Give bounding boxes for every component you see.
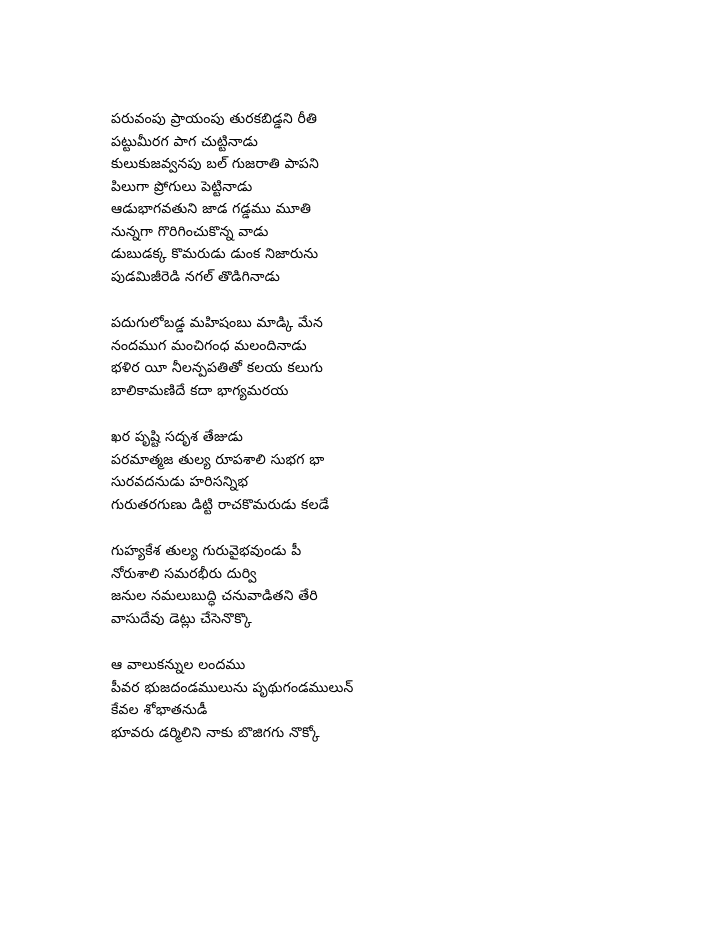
poem-line: సురవదనుడు హరిసన్నిభ: [111, 474, 249, 490]
poem-line: పదుగులోబడ్డ మహిషంబు మాడ్కి మేన: [111, 315, 323, 331]
poem-line: పట్టుమీరగ పాగ చుట్టినాడు: [111, 133, 259, 150]
poem-line: నున్నగా గొరిగించుకొన్న వాడు: [111, 223, 269, 240]
poem-line: వాసుదేవు డెట్లు చేసెనొక్కొ: [111, 610, 252, 627]
poem-line: కులుకుజవ్వనపు బల్ గుజరాతి పాపని: [111, 156, 319, 172]
poem-line: నందముగ మంచిగంధ మలందినాడు: [111, 337, 307, 354]
poem-line: జనుల నమలుబుద్ధి చనువాడితని తేరి: [111, 588, 318, 604]
poem-line: కేవల శోభాతనుడీ: [111, 702, 208, 718]
stanza-1: [111, 108, 671, 288]
poem-line: ఆడుభాగవతుని జాడ గడ్డము మూతి: [111, 201, 312, 217]
poem-line: ఖర పృష్టి సదృశ తేజుడు: [111, 429, 244, 445]
stanza-3: [111, 426, 671, 516]
poem-line: పీవర భుజదండములును పృథుగండములున్: [111, 679, 354, 696]
stanza-4: [111, 540, 671, 630]
poem-line: గుహ్యకేశ తుల్య గురువైభవుండు పీ: [111, 543, 302, 559]
poem-line: పరువంపు ప్రాయంపు తురకబిడ్డని రీతి: [111, 111, 318, 127]
stanza-2: [111, 312, 671, 402]
poem-text: [111, 108, 671, 768]
poem-line: పిలుగా ప్రోగులు పెట్టినాడు: [111, 178, 253, 195]
poem-line: ఆ వాలుకన్నుల లందము: [111, 657, 246, 673]
poem-line: పరమాత్మజ తుల్య రూపశాలి సుభగ భా: [111, 451, 325, 468]
stanza-5: [111, 654, 671, 744]
poem-line: భూవరు డర్మిలిని నాకు బొజిగగు నొక్కో: [111, 724, 320, 741]
poem-line: నోరుశాలి సమరభీరు దుర్వి: [111, 565, 257, 582]
poem-line: డుబుడక్క కొమరుడు డుంక నిజారును: [111, 246, 319, 262]
poem-line: గురుతరగుణు డిట్టి రాచకొమరుడు కలడే: [111, 496, 330, 513]
poem-line: పుడమిజీరెడి నగల్ తొడిగినాడు: [111, 268, 281, 285]
poem-line: భళిర యీ నీలన్పపతితో కలయ కలుగు: [111, 360, 324, 376]
poem-line: బాలికామణిదే కదా భాగ్యమరయ: [111, 382, 289, 399]
